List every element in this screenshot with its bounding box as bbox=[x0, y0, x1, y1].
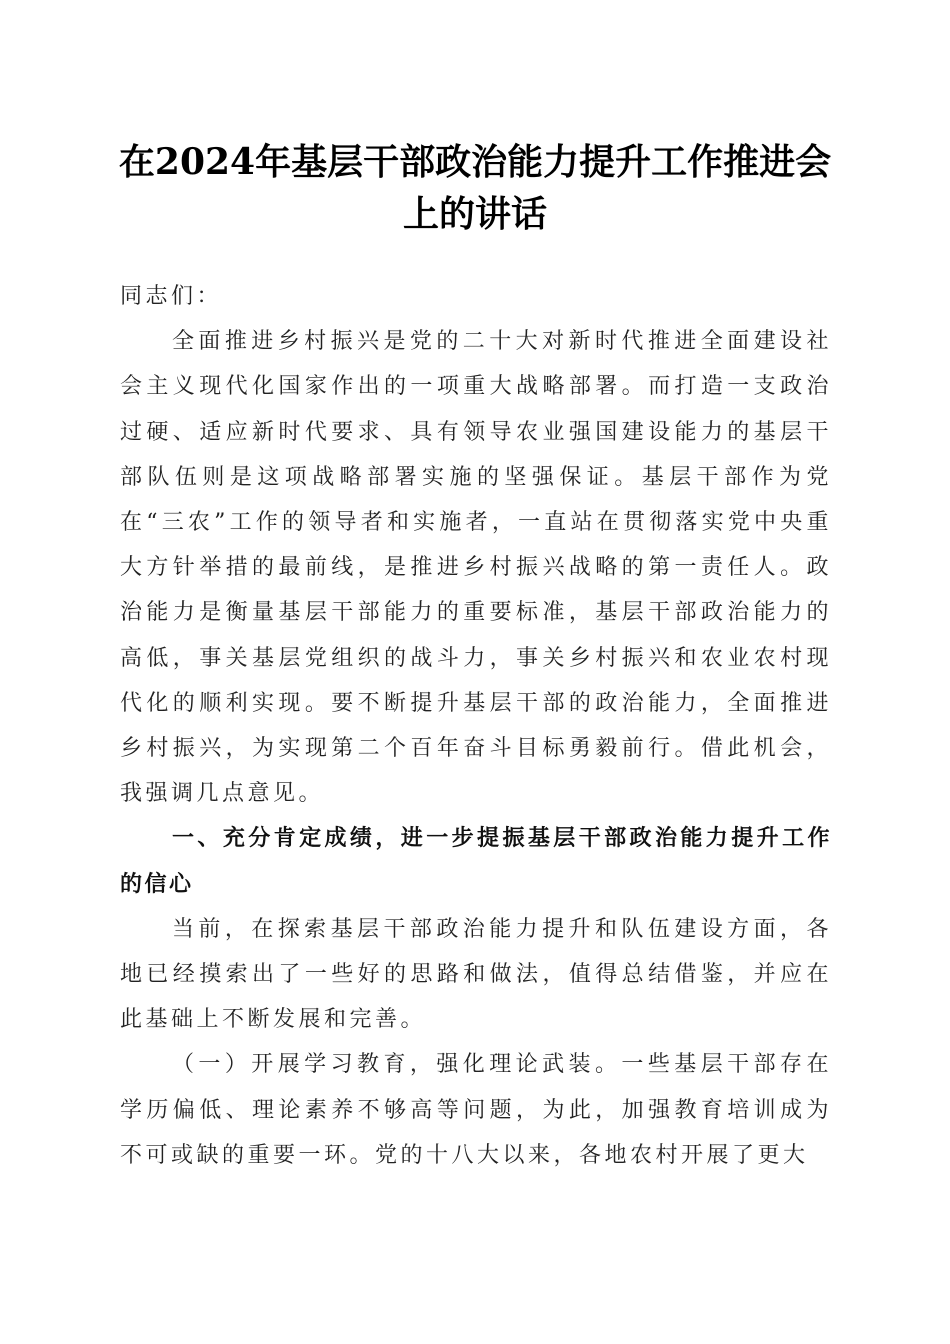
subsection-paragraph: （一）开展学习教育，强化理论武装。一些基层干部存在学历偏低、理论素养不够高等问题，为此，加强教育培训成为不可或缺的重要一环。党的十八大以来，各地农村开展了更大 bbox=[120, 1052, 832, 1168]
title-line-1: 在2024年基层干部政治能力提升工作推进会 bbox=[118, 141, 832, 183]
section-paragraph: 当前，在探索基层干部政治能力提升和队伍建设方面，各地已经摸索出了一些好的思路和做法，值得总结借鉴，并应在此基础上不断发展和完善。 bbox=[120, 916, 832, 1033]
title-line-2: 上的讲话 bbox=[402, 193, 547, 235]
intro-paragraph: 全面推进乡村振兴是党的二十大对新时代推进全面建设社会主义现代化国家作出的一项重大战略部署。而打造一支政治过硬、适应新时代要求、具有领导农业强国建设能力的基层干部队伍则是这项战略部署实施的坚强保证。基层干部作为党在“三农”工作的领导者和实施者，一直站在贯彻落实党中央重大方针举措的最前线，是推进乡村振兴战略的第一责任人。政治能力是衡量基层干部能力的重要标准，基层干部政治能力的高低，事关基层党组织的战斗力，事关乡村振兴和农业农村现代化的顺利实现。要不断提升基层干部的政治能力，全面推进乡村振兴，为实现第二个百年奋斗目标勇毅前行。借此机会，我强调几点意见。 bbox=[120, 329, 832, 807]
document-title bbox=[100, 136, 850, 240]
salutation: 同志们： bbox=[120, 284, 223, 309]
document-body bbox=[120, 274, 832, 1178]
section-heading: 一、充分肯定成绩，进一步提振基层干部政治能力提升工作的信心 bbox=[120, 826, 832, 897]
